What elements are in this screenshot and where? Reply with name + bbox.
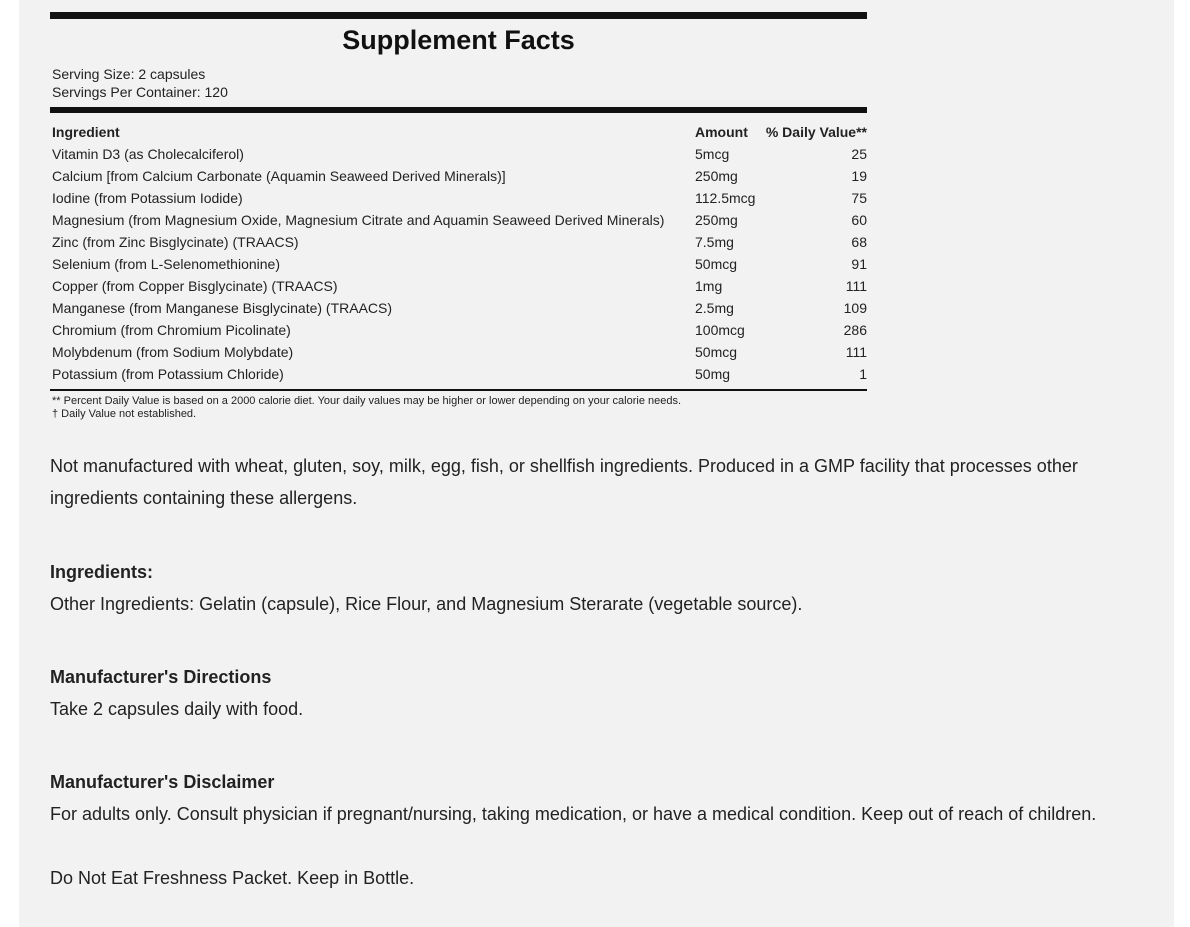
row-daily-value: 111 (845, 278, 867, 294)
row-amount: 7.5mg (695, 234, 734, 250)
table-header-row (50, 121, 867, 143)
row-ingredient: Manganese (from Manganese Bisglycinate) (TRAACS) (52, 300, 393, 316)
freshness-note: Do Not Eat Freshness Packet. Keep in Bottle. (50, 868, 415, 888)
disclaimer-text: For adults only. Consult physician if pregnant/nursing, taking medication, or have a medical condition. Keep out of reach of children. (50, 804, 1097, 824)
row-amount: 100mcg (695, 322, 745, 338)
disclaimer-section (50, 766, 1140, 830)
other-ingredients-text: Other Ingredients: Gelatin (capsule), Rice Flour, and Magnesium Sterarate (vegetable source). (50, 594, 803, 614)
row-daily-value: 68 (851, 234, 867, 250)
row-ingredient: Calcium [from Calcium Carbonate (Aquamin Seaweed Derived Minerals)] (52, 168, 506, 184)
row-daily-value: 25 (851, 146, 867, 162)
footnotes (50, 395, 867, 421)
row-amount: 250mg (695, 168, 738, 184)
servings-per-container: Servings Per Container: 120 (52, 84, 228, 100)
row-amount: 2.5mg (695, 300, 734, 316)
row-ingredient: Iodine (from Potassium Iodide) (52, 190, 243, 206)
row-ingredient: Copper (from Copper Bisglycinate) (TRAACS) (52, 278, 338, 294)
header-ingredient: Ingredient (52, 124, 120, 140)
row-ingredient: Vitamin D3 (as Cholecalciferol) (52, 146, 244, 162)
row-ingredient: Chromium (from Chromium Picolinate) (52, 322, 291, 338)
supplement-facts-panel (50, 12, 867, 421)
table-row (50, 341, 867, 363)
allergen-statement: Not manufactured with wheat, gluten, soy, milk, egg, fish, or shellfish ingredients. Produced in a GMP facility that processes other ingredients containing these allergens. (50, 456, 1078, 508)
directions-section (50, 661, 1140, 725)
row-amount: 250mg (695, 212, 738, 228)
row-daily-value: 91 (851, 256, 867, 272)
table-row (50, 187, 867, 209)
row-amount: 50mcg (695, 256, 738, 272)
row-ingredient: Magnesium (from Magnesium Oxide, Magnesium Citrate and Aquamin Seaweed Derived Minerals) (52, 212, 665, 228)
facts-title: Supplement Facts (342, 25, 575, 55)
footnote-not-established: † Daily Value not established. (52, 408, 197, 420)
table-row (50, 143, 867, 165)
serving-info (50, 65, 867, 101)
row-daily-value: 109 (843, 300, 867, 316)
row-amount: 50mg (695, 366, 731, 382)
row-daily-value: 111 (845, 344, 867, 360)
bottom-rule (50, 389, 867, 391)
middle-rule (50, 107, 867, 113)
table-row (50, 319, 867, 341)
table-row (50, 231, 867, 253)
table-row (50, 253, 867, 275)
row-amount: 50mcg (695, 344, 738, 360)
disclaimer-heading: Manufacturer's Disclaimer (50, 772, 275, 792)
row-daily-value: 60 (851, 212, 867, 228)
serving-size: Serving Size: 2 capsules (52, 66, 206, 82)
ingredients-heading: Ingredients: (50, 562, 154, 582)
row-ingredient: Selenium (from L-Selenomethionine) (52, 256, 280, 272)
row-ingredient: Molybdenum (from Sodium Molybdate) (52, 344, 294, 360)
table-row (50, 363, 867, 385)
table-row (50, 165, 867, 187)
header-daily-value: % Daily Value** (765, 124, 867, 140)
row-amount: 112.5mcg (695, 190, 756, 206)
footnote-daily-value: ** Percent Daily Value is based on a 2000 calorie diet. Your daily values may be higher or lower depending on your calorie needs. (52, 395, 682, 407)
row-ingredient: Potassium (from Potassium Chloride) (52, 366, 284, 382)
row-ingredient: Zinc (from Zinc Bisglycinate) (TRAACS) (52, 234, 299, 250)
directions-text: Take 2 capsules daily with food. (50, 699, 304, 719)
row-daily-value: 286 (843, 322, 867, 338)
row-daily-value: 75 (851, 190, 867, 206)
row-daily-value: 1 (859, 366, 867, 382)
ingredients-table (50, 121, 867, 385)
table-row (50, 209, 867, 231)
table-row (50, 297, 867, 319)
top-rule (50, 12, 867, 19)
row-daily-value: 19 (851, 168, 867, 184)
row-amount: 1mg (695, 278, 723, 294)
table-row (50, 275, 867, 297)
directions-heading: Manufacturer's Directions (50, 667, 272, 687)
ingredients-section (50, 556, 1140, 620)
header-amount: Amount (695, 124, 748, 140)
row-amount: 5mcg (695, 146, 730, 162)
